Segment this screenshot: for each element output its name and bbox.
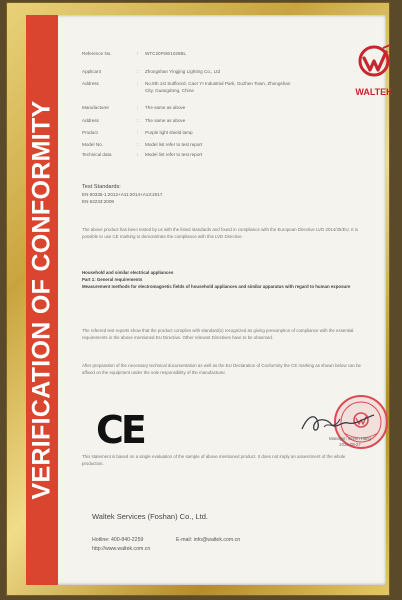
footer-email: E-mail: info@waltek.com.cn [176,537,241,543]
signer-caption [320,436,380,448]
field-label: Technical data [82,152,112,157]
footer-company: Waltek Services (Foshan) Co., Ltd. [92,512,209,521]
signer-name: Manager: Green Hang [329,436,371,441]
field-value: The same as above [145,118,186,123]
field-label: Applicant [82,69,101,74]
scope-title: Household and similar electrical appliances [82,270,174,275]
field-value: The same as above [145,105,186,110]
signer-date: 2020-08-27 [339,442,361,447]
ce-mark: CE [96,408,144,452]
statement-paragraph: This statement is based on a single evaluation of the sample of above mentioned product. It does not imply an assessment of the whole production. [82,454,346,466]
ce-marking-paragraph: After preparation of the necessary technical documentation as well as the EU Declaration of Conformity the CE marking as shown below can be affixed on the equipment under the sole responsibility of the manufacturer. [82,363,361,375]
test-report-paragraph: The referred test reports show that the product complies with standard(s) recognized as giving presumption of compliance with the essential requirements in the above mentioned EU Directive. Other relevant Directives have to be observed. [82,328,354,340]
logo-name: WALTEK [355,87,393,97]
certificate-content: WALTEK Reference No. : WTC20F6W1029BL Applicant : Zhongshan Yingjing Lighting Co., Ltd Address : No.8th 1st Sutfloord, Caor YI Industrial Park, Guzhen Town, Zhongshan City, Guangdong, China Manufacturer : The same as above Address : The same as above Product : Purple light shield lamp Model No. : Model list refer to test report Technical data : Model list refer to test report Test Standards: EN 60335-1:2012+A11:2014+A13:2017 EN 62233:2008 The above product has been tested by us with the listed standards and found in compliance with the European Directive LVD 2014/35/EU. It is possible to use CE marking to demonstrate the compliance with this LVD Directive. Household and similar electrical appliances Part 1: General requirements Measurement methods for electromagnetic fields of household appliances and similar apparatus with regard to human exposure The referred test reports show that the product complies with standard(s) recognized as giving presumption of compliance with the essential requirements in the above mentioned EU Directive. Other relevant Directives have to be observed. After preparation of the necessary technical documentation as well as the EU Declaration of Conformity the CE marking as shown below can be affixed on the equipment under the sole responsibility of the manufacturer. CE Manager: Green Hang 2020-08-27 This statement is based on a single evaluation of the sample of above mentioned product. It does not imply an assessment of the whole production. Waltek Services (Foshan) Co., Ltd. Hotline: 400-840-2259 E-mail: info@waltek.com.cn http://www.waltek.com.cn [82,15,382,585]
field-value: Model list refer to test report [145,142,203,147]
gold-frame [6,2,393,596]
scope-methods: Measurement methods for electromagnetic fields of household appliances and similar apparatus with regard to human exposure [82,284,351,289]
field-value: WTC20F6W1029BL [145,51,187,56]
standard-item: EN 60335-1:2012+A11:2014+A13:2017 [82,192,163,197]
footer-website: http://www.waltek.com.cn [92,546,151,552]
waltek-logo-mark-icon [346,39,402,87]
field-label: Manufacturer [82,105,110,110]
standard-item: EN 62233:2008 [82,199,114,204]
field-value: Model list refer to test report [145,152,203,157]
field-label: Address [82,81,99,86]
certificate-paper [26,15,393,585]
field-label: Product [82,130,98,135]
field-value: Purple light shield lamp [145,130,193,135]
band-title: VERIFICATION OF CONFORMITY [27,100,56,500]
field-value: No.8th 1st Sutfloord, Caor YI Industrial Park, Guzhen Town, Zhongshan City, Guangdong, China [145,81,291,93]
compliance-paragraph: The above product has been tested by us with the listed standards and found in compliance with the European Directive LVD 2014/35/EU. It is possible to use CE marking to demonstrate the compliance with this LVD Directive. [82,227,358,239]
field-value: Zhongshan Yingjing Lighting Co., Ltd [145,69,221,74]
standards-title: Test Standards: [82,184,121,190]
waltek-logo [346,39,402,109]
footer-hotline: Hotline: 400-840-2259 [92,537,144,543]
scope-part: Part 1: General requirements [82,277,143,282]
red-title-band [26,15,58,585]
field-label: Model No. [82,142,103,147]
signature-icon [298,407,378,437]
field-label: Reference No. [82,51,112,56]
field-label: Address [82,118,99,123]
